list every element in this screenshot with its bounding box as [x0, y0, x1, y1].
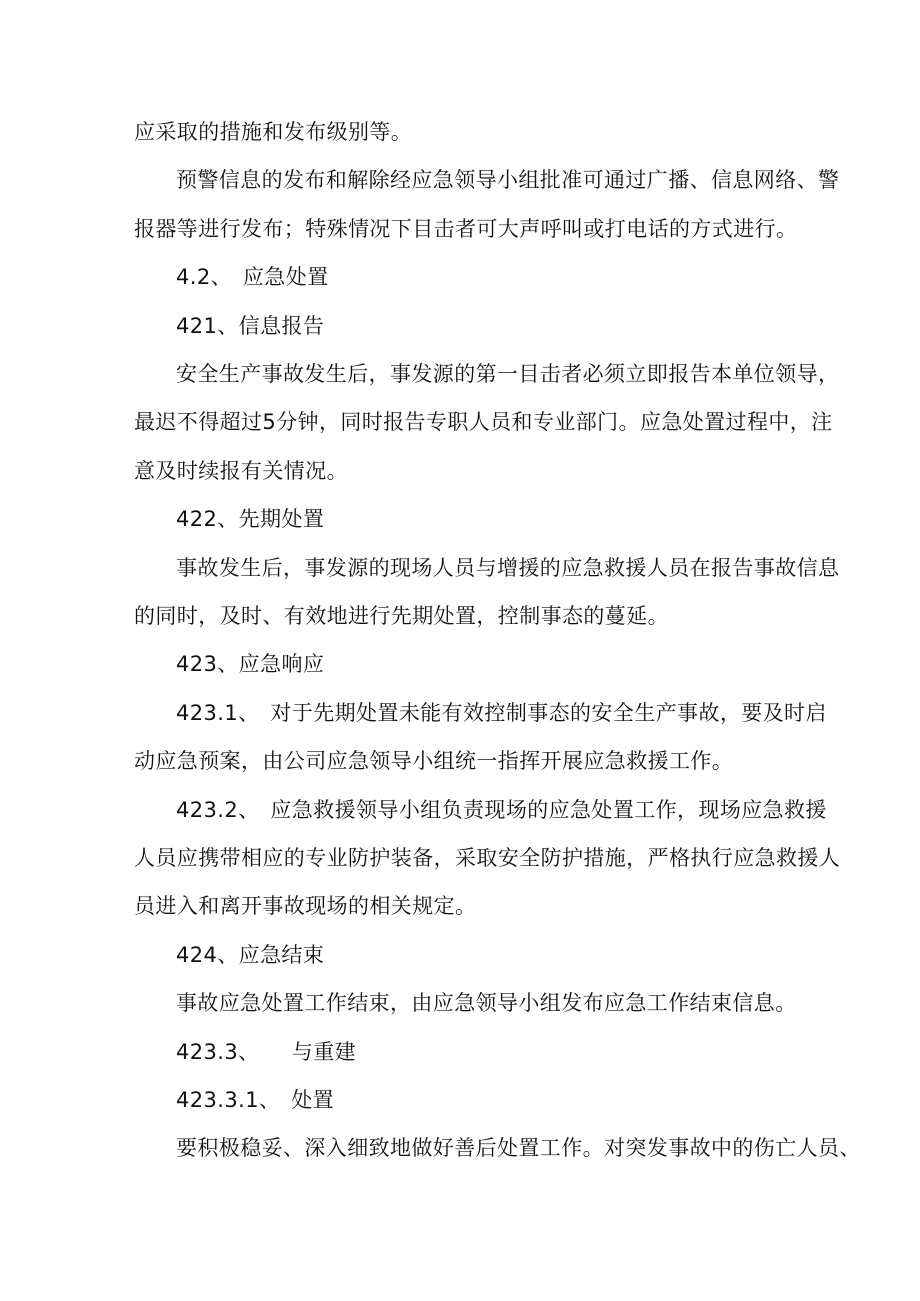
paragraph-line: 安全生产事故发生后，事发源的第一目击者必须立即报告本单位领导， — [176, 362, 840, 386]
section-heading: 421、信息报告 — [176, 314, 325, 338]
section-heading: 424、应急结束 — [176, 943, 325, 967]
paragraph-line: 员进入和离开事故现场的相关规定。 — [134, 894, 477, 918]
paragraph-line: 的同时，及时、有效地进行先期处置，控制事态的蔓延。 — [134, 604, 669, 628]
paragraph-line: 预警信息的发布和解除经应急领导小组批准可通过广播、信息网络、警 — [176, 168, 840, 192]
paragraph-line: 事故发生后，事发源的现场人员与增援的应急救援人员在报告事故信息 — [176, 556, 840, 580]
paragraph-line: 要积极稳妥、深入细致地做好善后处置工作。对突发事故中的伤亡人员、 — [176, 1136, 861, 1160]
paragraph-line: 意及时续报有关情况。 — [134, 459, 348, 483]
section-heading: 422、先期处置 — [176, 507, 325, 531]
paragraph-line: 报器等进行发布；特殊情况下目击者可大声呼叫或打电话的方式进行。 — [134, 217, 798, 241]
section-heading: 423、应急响应 — [176, 652, 325, 676]
paragraph-line: 事故应急处置工作结束，由应急领导小组发布应急工作结束信息。 — [176, 991, 797, 1015]
section-heading: 4.2、 应急处置 — [176, 265, 329, 289]
paragraph-line: 最迟不得超过5分钟，同时报告专职人员和专业部门。应急处置过程中，注 — [134, 410, 833, 434]
paragraph-line: 动应急预案，由公司应急领导小组统一指挥开展应急救援工作。 — [134, 749, 734, 773]
paragraph-line: 人员应携带相应的专业防护装备，采取安全防护措施，严格执行应急救援人 — [134, 846, 841, 870]
section-heading: 423.3、 与重建 — [176, 1040, 357, 1064]
paragraph-line: 423.1、 对于先期处置未能有效控制事态的安全生产事故，要及时启 — [176, 701, 827, 725]
paragraph-line: 应采取的措施和发布级别等。 — [134, 120, 413, 144]
paragraph-line: 423.2、 应急救援领导小组负责现场的应急处置工作，现场应急救援 — [176, 798, 827, 822]
section-heading: 423.3.1、 处置 — [176, 1088, 335, 1112]
